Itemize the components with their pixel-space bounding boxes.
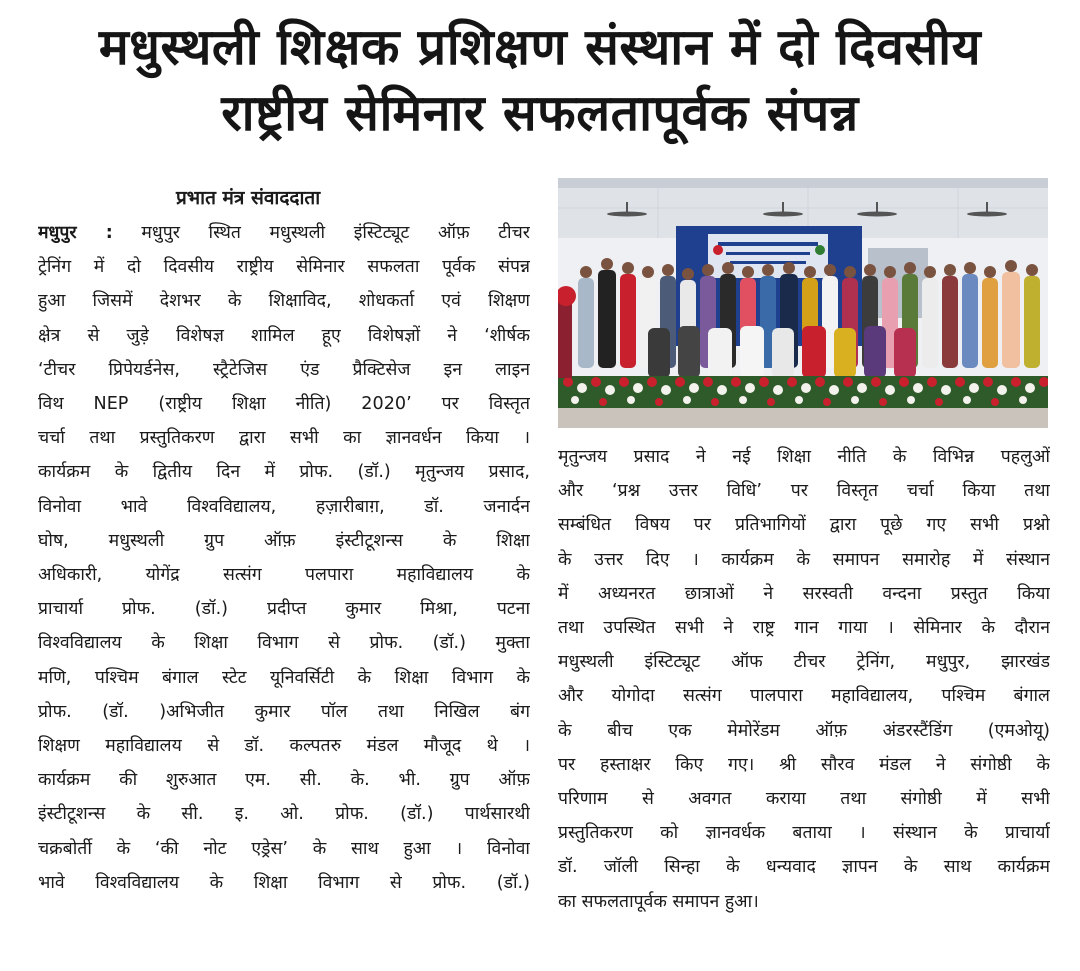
article-line — [38, 216, 530, 250]
article-line: और ‘प्रश्न उत्तर विधि’ पर विस्तृत चर्चा किया तथा — [558, 481, 1050, 502]
article-line: के बीच एक मेमोरेंडम ऑफ़ अंडरस्टैंडिंग (एमओयू) — [558, 720, 1050, 741]
article-line: चक्रबोर्ती के ‘की नोट एड्रेस’ के साथ हुआ । विनोवा — [38, 838, 530, 859]
article-line: में अध्यनरत छात्राओं ने सरस्वती वन्दना प्रस्तुत किया — [558, 583, 1050, 604]
article-line: विश्वविद्यालय के शिक्षा विभाग से प्रोफ. (डॉ.) मुक्ता — [38, 633, 530, 654]
article-line: ट्रेनिंग में दो दिवसीय राष्ट्रीय सेमिनार सफलता पूर्वक संपन्न — [38, 257, 530, 278]
article-line: भावे विश्वविद्यालय के शिक्षा विभाग से प्रोफ. (डॉ.) — [38, 872, 530, 893]
article-line: अधिकारी, योगेंद्र सत्संग पलपारा महाविद्यालय के — [38, 565, 530, 586]
photo-illustration — [558, 178, 1048, 428]
article-line: विथ NEP (राष्ट्रीय शिक्षा नीति) 2020’ पर विस्तृत — [38, 394, 530, 415]
article-line: सम्बंधित विषय पर प्रतिभागियों द्वारा पूछे गए सभी प्रश्नो — [558, 515, 1050, 536]
seminar-group-photo — [558, 178, 1048, 428]
people-front-row — [648, 326, 916, 378]
article-line: प्रस्तुतिकरण को ज्ञानवर्धक बताया । संस्थान के प्राचार्या — [558, 823, 1050, 844]
article-line: कार्यक्रम के द्वितीय दिन में प्रोफ. (डॉ.) मृतुन्जय प्रसाद, — [38, 462, 530, 483]
article-line: प्राचार्या प्रोफ. (डॉ.) प्रदीप्त कुमार मिश्रा, पटना — [38, 599, 530, 620]
article-line: के उत्तर दिए । कार्यक्रम के समापन समारोह में संस्थान — [558, 549, 1050, 570]
article-line: पर हस्ताक्षर किए गए। श्री सौरव मंडल ने संगोष्ठी के — [558, 754, 1050, 775]
dateline: मधुपुर : — [38, 223, 113, 243]
headline — [0, 14, 1080, 146]
article-line: शिक्षण महाविद्यालय से डॉ. कल्पतरु मंडल मौजूद थे । — [38, 736, 530, 757]
article-line: मणि, पश्चिम बंगाल स्टेट यूनिवर्सिटी के शिक्षा विभाग के — [38, 667, 530, 688]
article-line: ‘टीचर प्रिपेयर्डनेस, स्ट्रैटेजिस एंड प्रैक्टिसेज इन लाइन — [38, 359, 530, 380]
article-line: घोष, मधुस्थली ग्रुप ऑफ़ इंस्टीटूशन्स के शिक्षा — [38, 530, 530, 551]
article-line: परिणाम से अवगत कराया तथा संगोष्ठी में सभी — [558, 789, 1050, 810]
article-line: चर्चा तथा प्रस्तुतिकरण द्वारा सभी का ज्ञानवर्धन किया । — [38, 428, 530, 449]
article-line: कार्यक्रम की शुरुआत एम. सी. के. भी. ग्रुप ऑफ़ — [38, 770, 530, 791]
article-line: विनोवा भावे विश्वविद्यालय, हज़ारीबाग़, डॉ. जनार्दन — [38, 496, 530, 517]
article-line: हुआ जिसमें देशभर के शिक्षाविद, शोधकर्ता एवं शिक्षण — [38, 291, 530, 312]
article-line: मृतुन्जय प्रसाद ने नई शिक्षा नीति के विभिन्न पहलुओं — [558, 447, 1050, 467]
article-line: क्षेत्र से जुड़े विशेषज्ञ शामिल हूए विशेषज्ञों ने ‘शीर्षक — [38, 325, 530, 346]
article-line-text: मधुपुर स्थित मधुस्थली इंस्टिट्यूट ऑफ़ टीचर — [112, 223, 530, 243]
headline-line-2: राष्ट्रीय सेमिनार सफलतापूर्वक संपन्न — [221, 84, 859, 142]
article-line: तथा उपस्थित सभी ने राष्ट्र गान गाया । सेमिनार के दौरान — [558, 618, 1050, 639]
headline-line-1: मधुस्थली शिक्षक प्रशिक्षण संस्थान में दो दिवसीय — [98, 18, 982, 76]
article-line: प्रोफ. (डॉ. )अभिजीत कुमार पॉल तथा निखिल बंग — [38, 701, 530, 722]
article-line: का सफलतापूर्वक समापन हुआ। — [558, 891, 759, 912]
right-column — [558, 440, 1050, 919]
article-line: डॉ. जॉली सिन्हा के धन्यवाद ज्ञापन के साथ कार्यक्रम — [558, 857, 1050, 878]
article-line: इंस्टीटूशन्स के सी. इ. ओ. प्रोफ. (डॉ.) पार्थसारथी — [38, 804, 530, 825]
left-column — [38, 216, 530, 900]
article-line: मधुस्थली इंस्टिट्यूट ऑफ टीचर ट्रेनिंग, मधुपुर, झारखंड — [558, 652, 1050, 673]
byline: प्रभात मंत्र संवाददाता — [176, 187, 321, 209]
article-line: और योगोदा सत्संग पालपारा महाविद्यालय, पश्चिम बंगाल — [558, 686, 1050, 707]
